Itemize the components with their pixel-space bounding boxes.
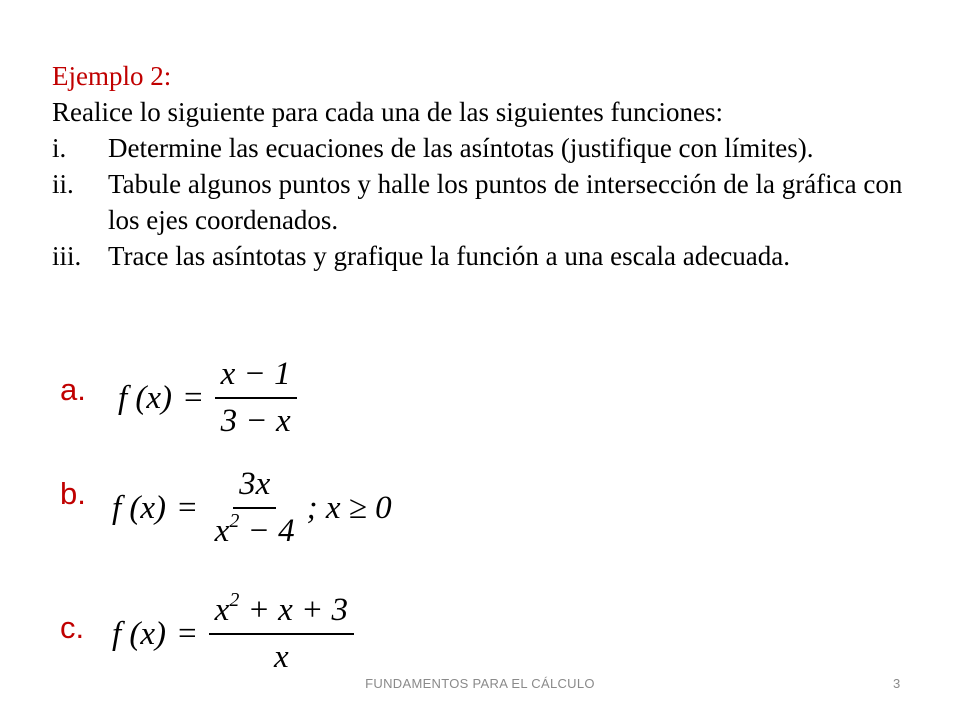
step-number: ii. [52, 169, 74, 199]
denominator: x [274, 639, 289, 675]
step-item [52, 238, 932, 274]
fraction [209, 466, 301, 550]
function-lhs: f (x) [118, 379, 173, 416]
step-number: i. [52, 133, 67, 163]
function-lhs: f (x) [112, 489, 167, 526]
footer-text: FUNDAMENTOS PARA EL CÁLCULO [365, 676, 595, 691]
step-text: Determine las ecuaciones de las asíntotas (justifique con límites). [108, 133, 814, 163]
steps-list [52, 130, 932, 274]
numerator-exponent: 2 [229, 589, 240, 611]
fraction [215, 356, 297, 440]
part-b-label: b. [60, 476, 86, 511]
equals-sign: = [178, 615, 197, 652]
formula-c [112, 589, 354, 676]
step-item [52, 166, 932, 238]
denominator-exponent: 2 [229, 510, 240, 532]
numerator: 3x [233, 466, 276, 509]
part-a-label: a. [60, 372, 86, 407]
numerator-rest: + x + 3 [239, 592, 349, 628]
equals-sign: = [178, 489, 197, 526]
step-item [52, 130, 932, 166]
formula-b [112, 466, 392, 550]
numerator: x − 1 [215, 356, 297, 399]
denominator-rest: − 4 [239, 513, 295, 549]
numerator-base: x [214, 592, 230, 628]
denominator: 3 − x [220, 403, 291, 439]
function-lhs: f (x) [112, 615, 167, 652]
page-number: 3 [893, 676, 901, 691]
denominator [209, 509, 301, 550]
equals-sign: = [184, 379, 203, 416]
domain-condition: ; x ≥ 0 [306, 489, 392, 526]
formula-a [118, 356, 297, 440]
denominator-base: x [214, 513, 230, 549]
step-number: iii. [52, 241, 82, 271]
numerator [209, 589, 354, 635]
step-text: Trace las asíntotas y grafique la función a una escala adecuada. [108, 241, 790, 271]
step-text: Tabule algunos puntos y halle los puntos de intersección de la gráfica con los ejes coordenados. [108, 169, 903, 235]
intro-text: Realice lo siguiente para cada una de las siguientes funciones: [52, 97, 724, 127]
fraction [209, 589, 354, 676]
example-title: Ejemplo 2: [52, 61, 172, 91]
part-c-label: c. [60, 610, 85, 645]
